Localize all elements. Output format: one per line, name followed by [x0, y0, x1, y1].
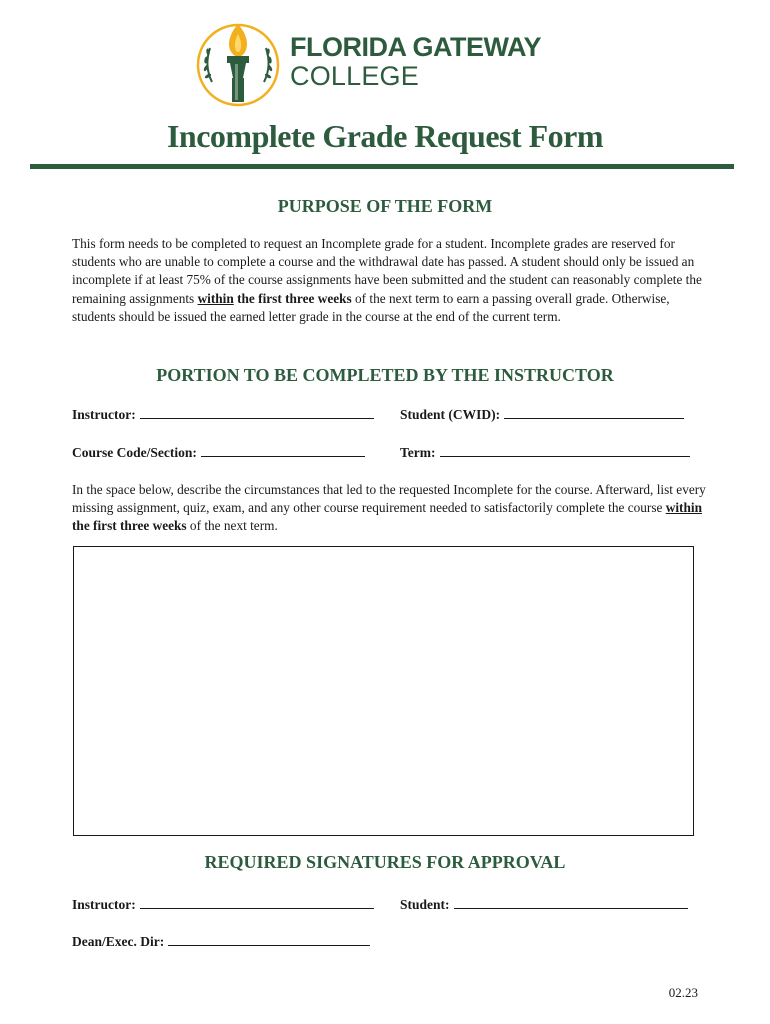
purpose-paragraph: [72, 235, 706, 326]
dean-signature-field[interactable]: [72, 933, 370, 950]
instructor-blank[interactable]: [140, 406, 374, 419]
purpose-heading: PURPOSE OF THE FORM: [277, 196, 493, 216]
course-section-blank[interactable]: [201, 444, 365, 457]
title-divider: [30, 164, 734, 169]
instructions-text: In the space below, describe the circumstances that led to the requested Incomplete for the course. Afterward, list every missing assignment, quiz, exam, and any other course requirement needed to satisfactorily complete the course: [72, 482, 706, 516]
instructions-paragraph: [72, 481, 706, 536]
instructor-signature-field[interactable]: [72, 896, 374, 913]
page-title: Incomplete Grade Request Form: [166, 118, 604, 154]
circumstances-text-box[interactable]: [73, 546, 694, 836]
student-signature-label: Student:: [400, 897, 450, 912]
instructor-label: Instructor:: [72, 407, 136, 422]
college-name: FLORIDA GATEWAY: [290, 32, 542, 62]
student-signature-field[interactable]: [400, 896, 688, 913]
signatures-heading: REQUIRED SIGNATURES FOR APPROVAL: [204, 852, 566, 872]
instructor-section-heading: PORTION TO BE COMPLETED BY THE INSTRUCTOR: [156, 365, 614, 385]
purpose-emphasis-weeks: the first three weeks: [233, 290, 352, 306]
term-blank[interactable]: [440, 444, 690, 457]
purpose-text: This form needs to be completed to request an Incomplete grade for a student. Incomplete grades are reserved for students who are unable to complete a course and the withdrawal date has passed. A student should only be issued an incomplete if at least 75% of the course assignments have been submitted and the student can reasonably complete the remaining assignments: [72, 236, 702, 306]
instructor-signature-label: Instructor:: [72, 897, 136, 912]
dean-signature-label: Dean/Exec. Dir:: [72, 934, 165, 949]
dean-signature-blank[interactable]: [168, 933, 370, 946]
student-cwid-blank[interactable]: [504, 406, 684, 419]
purpose-emphasis-within: within: [197, 290, 234, 306]
college-name-line2: COLLEGE: [290, 61, 419, 91]
form-version: 02.23: [668, 985, 698, 1000]
torch-laurel-seal-icon: [196, 20, 280, 110]
instructions-emphasis-weeks: the first three weeks: [72, 518, 187, 534]
student-signature-blank[interactable]: [454, 896, 688, 909]
instructions-emphasis-within: within: [665, 500, 702, 516]
term-field[interactable]: [400, 444, 690, 461]
purpose-text-end: of the next term to earn a passing overall grade. Otherwise, students should be issued the earned letter grade in the course at the end of the current term.: [72, 290, 670, 324]
instructor-signature-blank[interactable]: [140, 896, 374, 909]
instructor-field[interactable]: [72, 406, 374, 423]
term-label: Term:: [400, 445, 436, 460]
instructions-text-end: of the next term.: [186, 518, 278, 534]
course-section-label: Course Code/Section:: [72, 445, 197, 460]
student-cwid-field[interactable]: [400, 406, 684, 423]
student-cwid-label: Student (CWID):: [400, 407, 501, 422]
course-section-field[interactable]: [72, 444, 365, 461]
